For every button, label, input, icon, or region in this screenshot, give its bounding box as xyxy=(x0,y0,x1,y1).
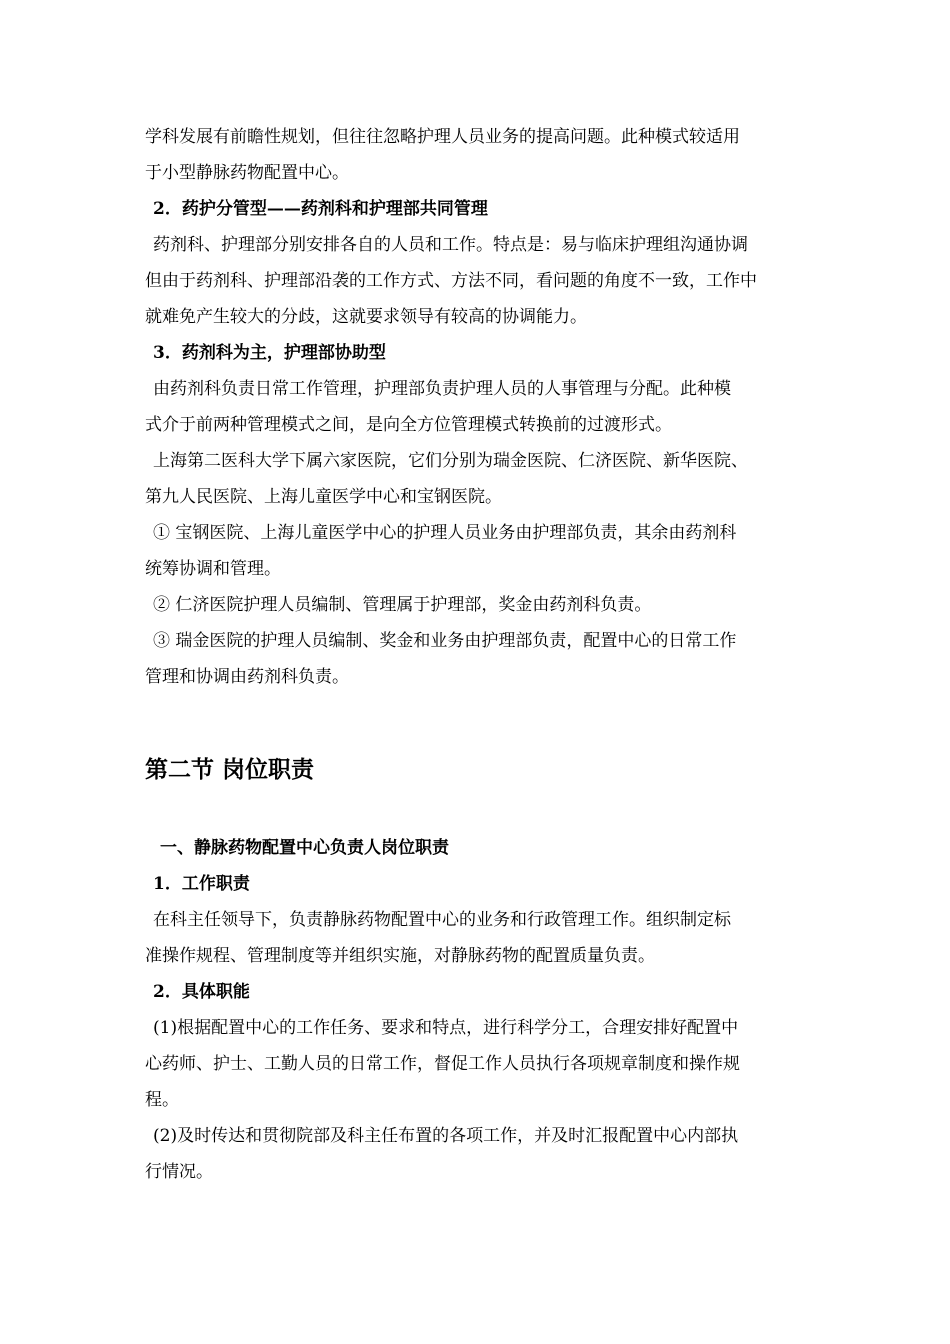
list-item: ③ 瑞金医院的护理人员编制、奖金和业务由护理部负责，配置中心的日常工作 xyxy=(153,631,737,651)
paragraph-line: 但由于药剂科、护理部沿袭的工作方式、方法不同，看问题的角度不一致，工作中 xyxy=(145,271,757,291)
paragraph-line: 管理和协调由药剂科负责。 xyxy=(145,667,349,687)
paragraph-line: 式介于前两种管理模式之间，是向全方位管理模式转换前的过渡形式。 xyxy=(145,415,672,435)
list-item: ② 仁济医院护理人员编制、管理属于护理部，奖金由药剂科负责。 xyxy=(153,595,652,615)
paragraph-line: 准操作规程、管理制度等并组织实施，对静脉药物的配置质量负责。 xyxy=(145,946,655,966)
paragraph-line: 程。 xyxy=(145,1090,179,1110)
paragraph-line: (2)及时传达和贯彻院部及科主任布置的各项工作，并及时汇报配置中心内部执 xyxy=(153,1126,739,1146)
paragraph-line: 上海第二医科大学下属六家医院，它们分别为瑞金医院、仁济医院、新华医院、 xyxy=(153,451,748,471)
paragraph-line: 药剂科、护理部分别安排各自的人员和工作。特点是：易与临床护理组沟通协调 xyxy=(153,235,748,255)
subheading: 1．工作职责 xyxy=(153,874,250,894)
paragraph-line: 统筹协调和管理。 xyxy=(145,559,281,579)
section-title: 第二节 岗位职责 xyxy=(145,757,315,783)
paragraph-line: 学科发展有前瞻性规划，但往往忽略护理人员业务的提高问题。此种模式较适用 xyxy=(145,127,740,147)
paragraph-line: 第九人民医院、上海儿童医学中心和宝钢医院。 xyxy=(145,487,502,507)
subheading: 2．具体职能 xyxy=(153,982,250,1002)
paragraph-line: 行情况。 xyxy=(145,1162,213,1182)
paragraph-line: (1)根据配置中心的工作任务、要求和特点，进行科学分工，合理安排好配置中 xyxy=(153,1018,739,1038)
subheading: 2．药护分管型——药剂科和护理部共同管理 xyxy=(153,199,488,219)
paragraph-line: 心药师、护士、工勤人员的日常工作，督促工作人员执行各项规章制度和操作规 xyxy=(145,1054,740,1074)
subheading: 3．药剂科为主，护理部协助型 xyxy=(153,343,386,363)
paragraph-line: 由药剂科负责日常工作管理，护理部负责护理人员的人事管理与分配。此种模 xyxy=(153,379,731,399)
paragraph-line: 于小型静脉药物配置中心。 xyxy=(145,163,349,183)
paragraph-line: 在科主任领导下，负责静脉药物配置中心的业务和行政管理工作。组织制定标 xyxy=(153,910,731,930)
paragraph-line: 就难免产生较大的分歧，这就要求领导有较高的协调能力。 xyxy=(145,307,587,327)
list-item: ① 宝钢医院、上海儿童医学中心的护理人员业务由护理部负责，其余由药剂科 xyxy=(153,523,737,543)
section-subtitle: 一、静脉药物配置中心负责人岗位职责 xyxy=(160,838,449,858)
